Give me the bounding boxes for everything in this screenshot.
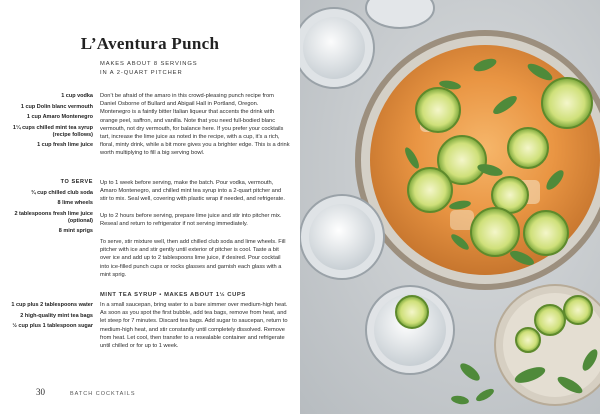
punch-photo [300,0,600,414]
intro-paragraph: Don’t be afraid of the amaro in this crowd-pleasing punch recipe from Daniel Osborne of Bullard and Abigail Hall in Portland, Oregon. Montenegro is a faintly bitter Italian liqueur that accents the drink with orange peel, saffron, and vanilla. Note that you need full-bodied blanc vermouth, not dry vermouth, for balance here. If you prefer your cocktails tart, increase the lime juice as noted in the recipe, with a cup, it’s a rich, floral, minty drink, while a bit more gives you a brighter edge. This is a drink worth multiplying to fill a big serving bowl. [100,93,290,157]
punch-bowl-illustration [300,0,600,414]
syrup-heading: MINT TEA SYRUP • MAKES ABOUT 1½ CUPS [100,292,246,298]
ingredient-heading: TO SERVE [60,179,93,185]
ingredient: 1¼ cups chilled mint tea syrup (recipe follows) [12,124,93,138]
lime-plate [495,285,600,405]
recipe-title: L’Aventura Punch [80,34,220,53]
servings-note [100,60,290,77]
page-number: 30 [36,387,45,397]
glass-top-left [300,8,374,88]
ingredient: 8 mint sprigs [58,228,93,234]
step-paragraph: To serve, stir mixture well, then add chilled club soda and lime wheels. Fill pitcher with ice and stir gently until exterior of pitcher is cool. Taste a bit over ice and add up to 2 tablespoons lime juice, if desired. Pour cocktail into ice-filled punch cups or rocks glasses and garnish each glass with a mint sprig. [100,239,286,278]
table-mint [450,360,495,405]
ingredients-syrup [5,302,93,334]
ingredient: 1 cup plus 2 tablespoons water [11,302,93,308]
ingredient: ½ cup plus 1 tablespoon sugar [12,323,93,329]
ingredient: ¾ cup chilled club soda [30,189,93,196]
ingredient: 1 cup fresh lime juice [37,142,93,148]
ingredients-serve [5,179,93,239]
ingredients-main [5,93,93,153]
servings-line: IN A 2-QUART PITCHER [100,69,183,76]
ingredient: 2 high-quality mint tea bags [20,312,93,319]
ingredient: 2 tablespoons fresh lime juice (optional) [14,210,93,224]
syrup-paragraph: In a small saucepan, bring water to a bare simmer over medium-high heat. As soon as you spot the first bubble, add tea bags, remove from heat, and let steep for 7 minutes. Discard tea bags. Add sugar to saucepan, return to medium-high heat, and stir constantly until completely dissolved. Remove from heat. Let cool, then transfer to a resealable container and refrigerate until chilled or for up to 1 week. [100,302,288,350]
glass-left-middle [300,195,384,279]
glass-top [366,0,434,28]
ingredient: 1 cup Dolin blanc vermouth [20,103,93,110]
ingredient: 8 lime wheels [57,200,93,206]
ingredient: 1 cup vodka [61,93,93,99]
glass-bottom [366,286,454,374]
step-paragraph: Up to 2 hours before serving, prepare lime juice and stir into pitcher mix. Reseal and return to refrigerator if not serving immediately. [100,213,282,228]
step-paragraph: Up to 1 week before serving, make the batch. Pour vodka, vermouth, Amaro Montenegro, and chilled mint tea syrup into a 2-quart pitcher and stir to mix. Seal well, covering with plastic wrap if needed, and refrigerate. [100,180,285,203]
ingredient: 1 cup Amaro Montenegro [26,114,93,120]
running-head: BATCH COCKTAILS [70,391,136,397]
servings-line: MAKES ABOUT 8 SERVINGS [100,61,198,67]
